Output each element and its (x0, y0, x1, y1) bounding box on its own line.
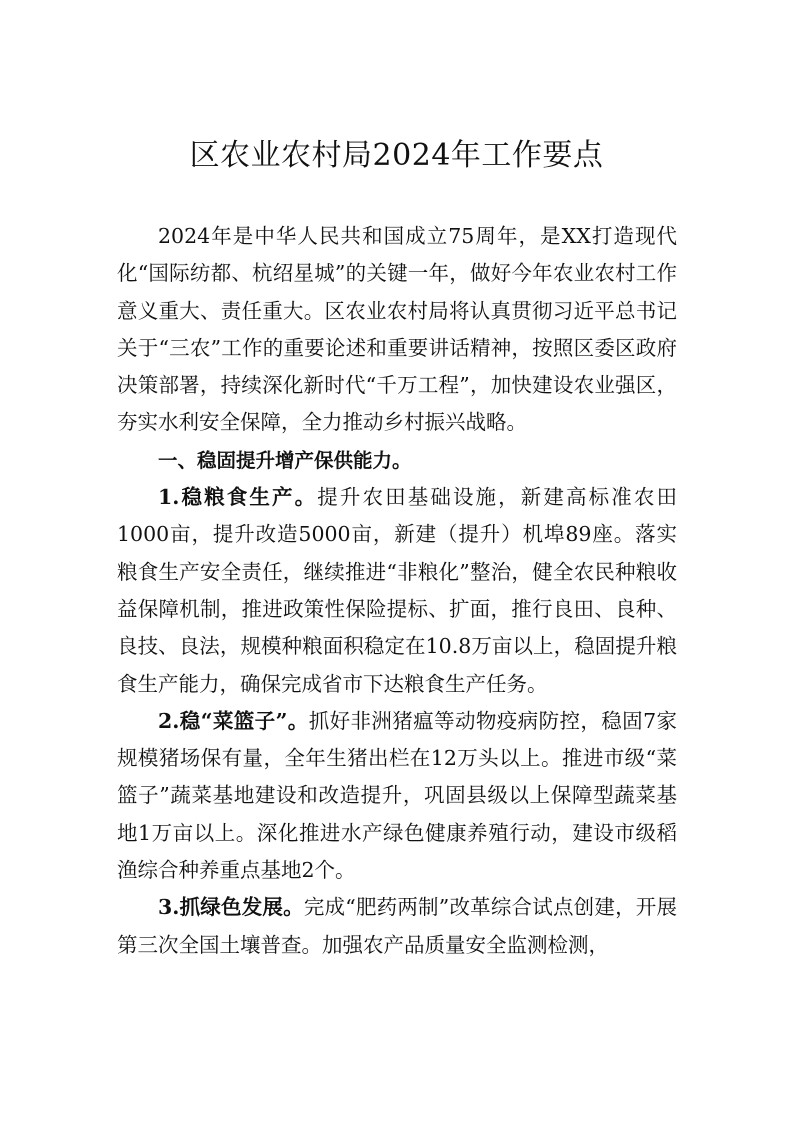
item-text-2: 抓好非洲猪瘟等动物疫病防控，稳固7家规模猪场保有量，全年生猪出栏在12万头以上。推进市级“菜篮子”蔬菜基地建设和改造提升，巩固县级以上保障型蔬菜基地1万亩以上。深化推进水产绿色健康养殖行动，建设市级稻渔综合种养重点基地2个。 (117, 708, 678, 883)
item-paragraph-1 (117, 479, 677, 703)
item-paragraph-2 (117, 703, 677, 889)
section-heading (117, 442, 677, 479)
item-lead-1: 1.稳粮食生产。 (158, 485, 318, 510)
document-body (117, 218, 677, 964)
section-heading-text: 一、稳固提升增产保供能力。 (158, 448, 412, 472)
item-text-1: 提升农田基础设施，新建高标准农田1000亩，提升改造5000亩，新建（提升）机埠89座。落实粮食生产安全责任，继续推进“非粮化”整治，健全农民种粮收益保障机制，推进政策性保险提标、扩面，推行良田、良种、良技、良法，规模种粮面积稳定在10.8万亩以上，稳固提升粮食生产能力，确保完成省市下达粮食生产任务。 (117, 485, 678, 696)
document-title: 区农业农村局2024年工作要点 (189, 138, 604, 173)
item-paragraph-3 (117, 889, 677, 964)
intro-paragraph: 2024年是中华人民共和国成立75周年，是XX打造现代化“国际纺都、杭绍星城”的关键一年，做好今年农业农村工作意义重大、责任重大。区农业农村局将认真贯彻习近平总书记关于“三农”工作的重要论述和重要讲话精神，按照区委区政府决策部署，持续深化新时代“千万工程”，加快建设农业强区，夯实水利安全保障，全力推动乡村振兴战略。 (117, 224, 677, 435)
item-lead-2: 2.稳“菜篮子”。 (158, 708, 309, 733)
item-lead-3: 3.抓绿色发展。 (158, 895, 304, 920)
item-text-3: 完成“肥药两制”改革综合试点创建，开展第三次全国土壤普查。加强农产品质量安全监测检测， (117, 895, 677, 957)
